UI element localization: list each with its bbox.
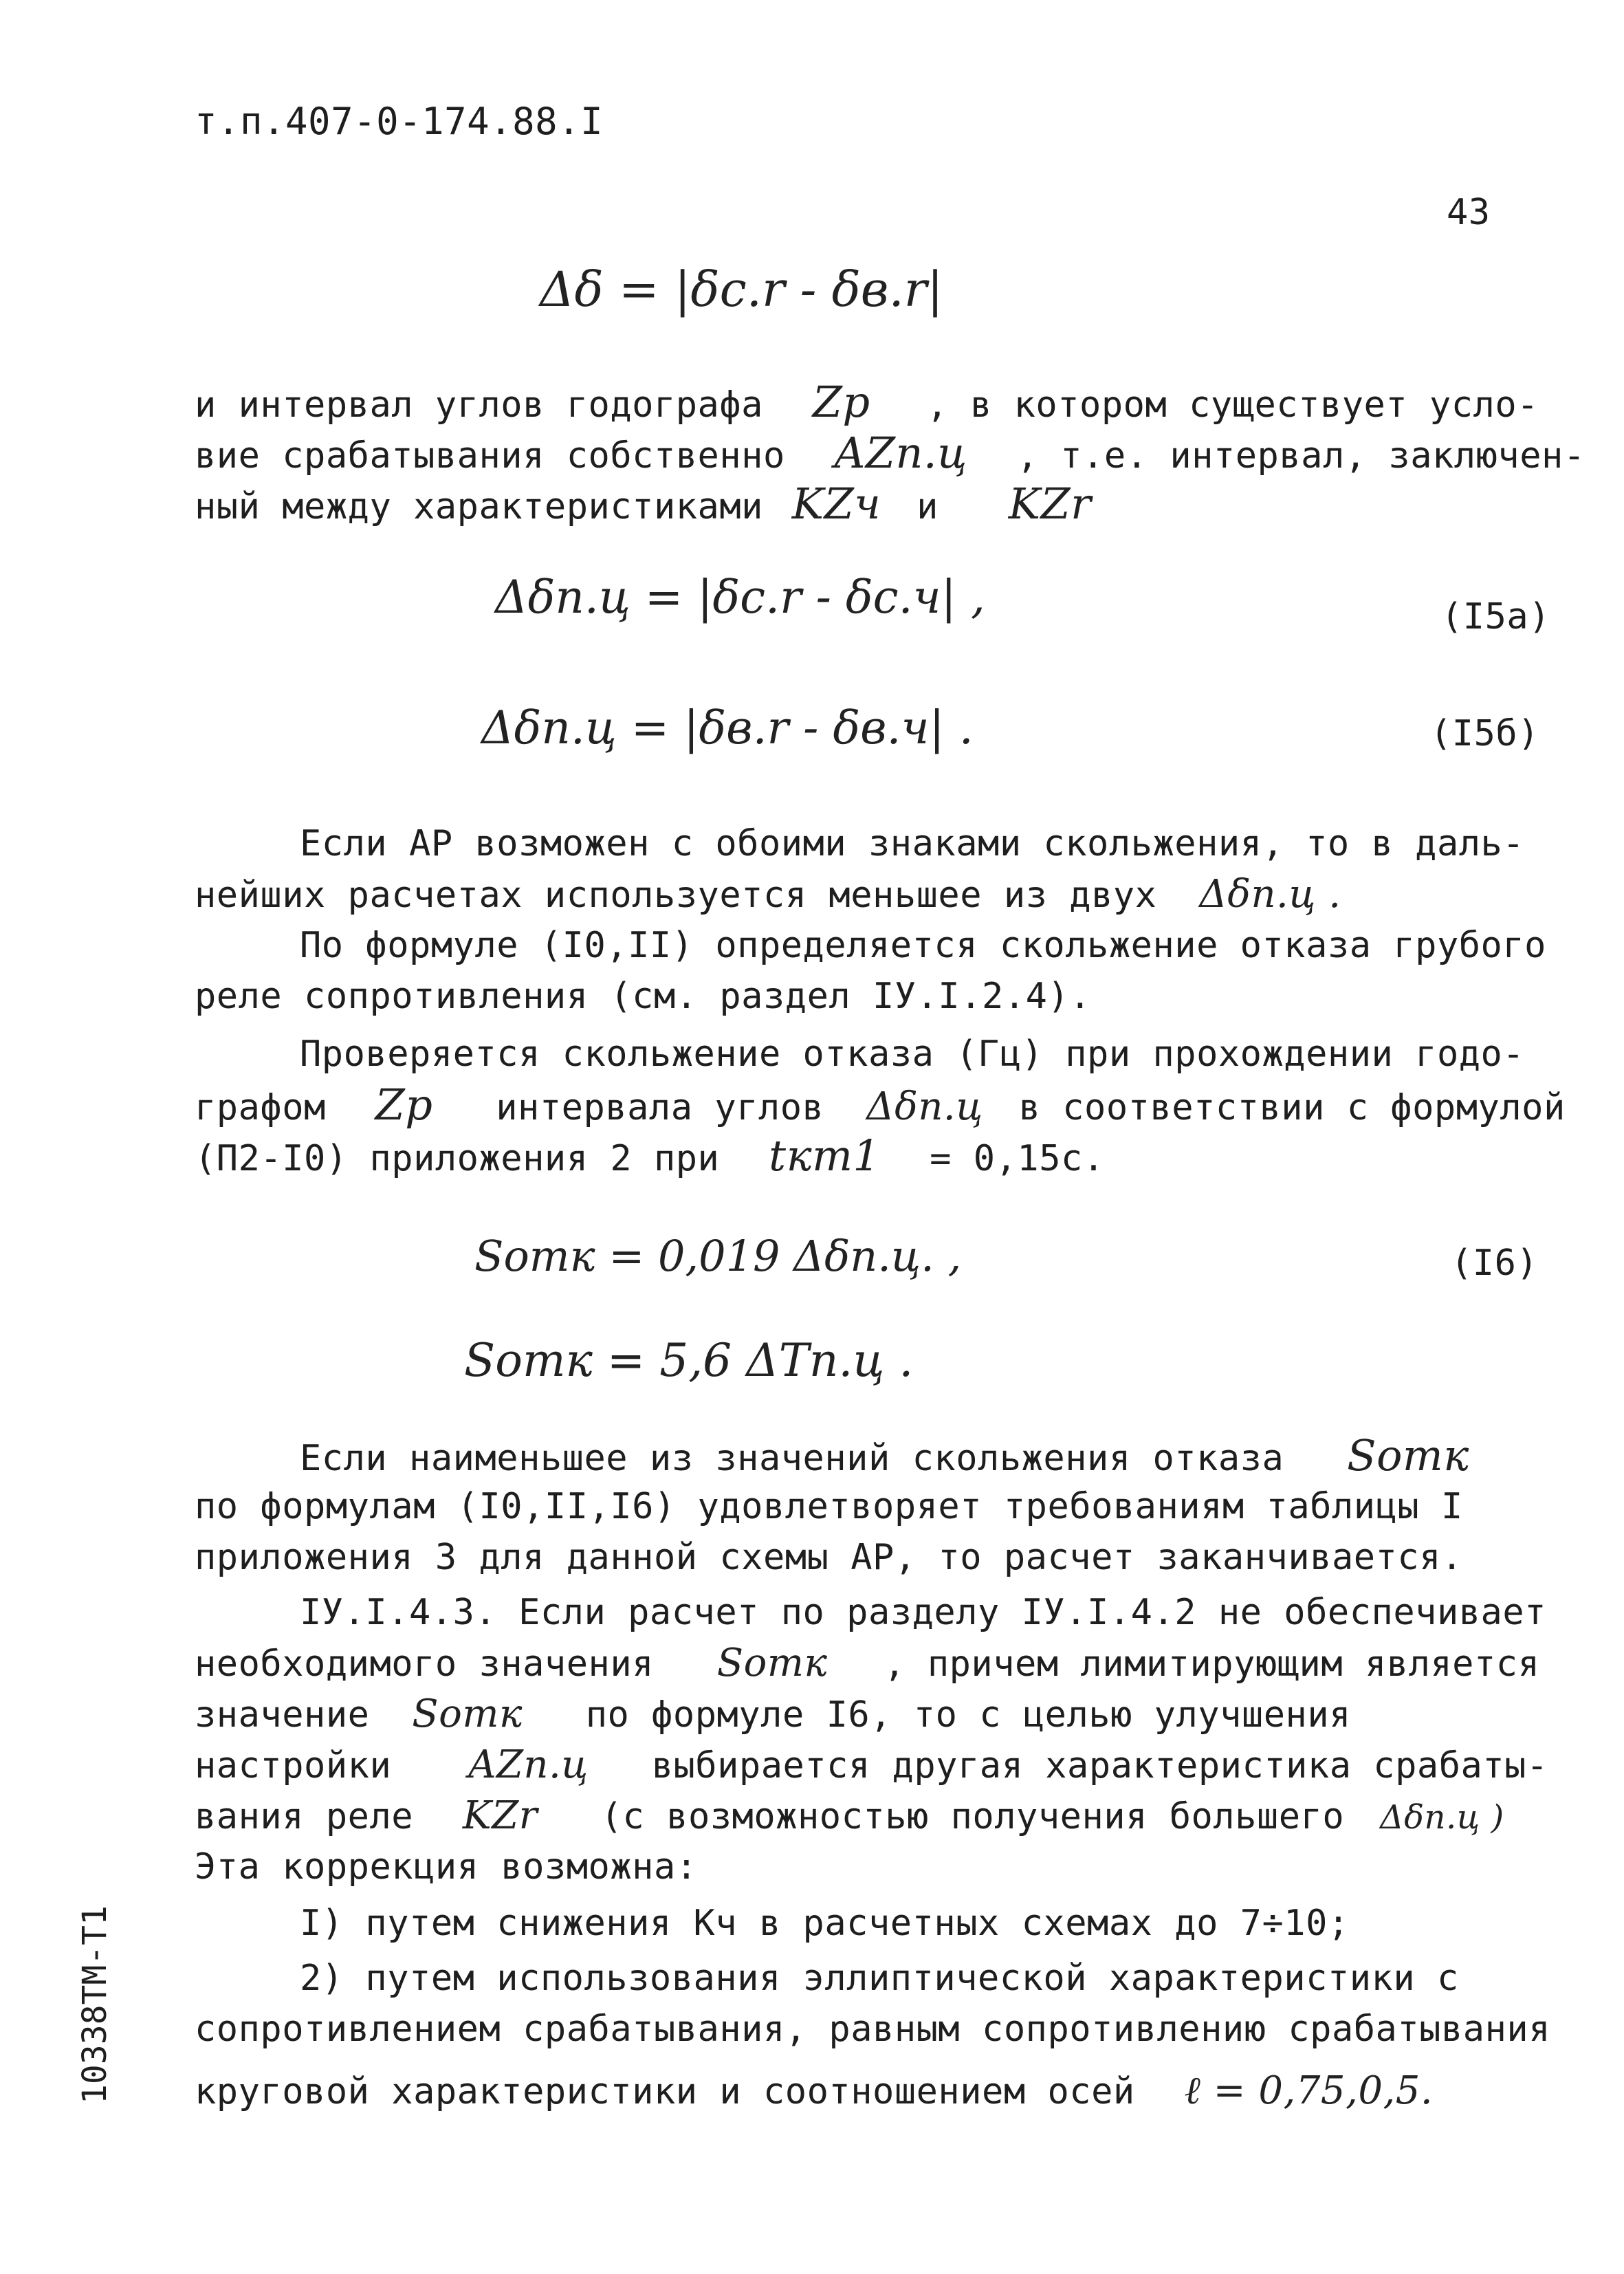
paragraph-6-line-5 [195,1791,1504,1843]
paragraph-3-line-2: реле сопротивления (см. раздел IУ.I.2.4). [195,976,1092,1017]
ratio-value: ℓ = 0,75,0,5. [1184,2068,1434,2113]
text: нейших расчетах используется меньшее из двух [195,875,1157,916]
formula-15a-label: (I5a) [1441,596,1551,637]
text: значение [195,1694,370,1736]
formula-15a: Δδп.ц = |δc.r - δc.ч| , [495,571,985,624]
symbol-kz-r: KZr [462,1793,538,1838]
text: = 0,15с. [930,1138,1105,1179]
paragraph-3-line-1: По формуле (I0,II) определяется скольжение отказа грубого [300,925,1546,966]
document-code: т.п.407-0-174.88.I [195,100,604,143]
symbol-delta-delta: Δδп.ц [866,1084,983,1129]
symbol-az: AZп.ц [834,428,967,478]
text: графом [195,1087,326,1128]
symbol-zp: Zp [812,377,870,427]
symbol-s-otk: Sотк [412,1692,523,1736]
paragraph-1-line-1 [195,377,1539,430]
text: интервала углов [496,1087,824,1128]
paragraph-2-line-1: Если АР возможен с обоими знаками скольжения, то в даль- [300,823,1525,864]
formula-delta-delta: Δδ = |δc.r - δв.r| [540,261,943,318]
list-item-2-line-3 [195,2066,1433,2117]
paragraph-1-line-3 [195,479,1091,532]
page-number: 43 [1447,192,1491,233]
text: вие срабатывания собственно [195,435,785,477]
paragraph-5-line-1 [300,1430,1469,1484]
text: необходимого значения [195,1643,654,1685]
symbol-t-kt1: tкт1 [769,1130,881,1181]
formula-16-a: Sотк = 0,019 Δδп.ц. , [474,1231,962,1281]
paragraph-4-line-2 [195,1080,1566,1133]
formula-16-b: Sотк = 5,6 ΔTп.ц . [464,1334,914,1387]
text: и интервал углов годографа [195,384,763,426]
text: настройки [195,1745,392,1786]
text: Если наименьшее из значений скольжения отказа [300,1438,1284,1479]
margin-archive-number: 10338ТМ-Т1 [76,1905,114,2104]
paragraph-4-line-3 [195,1130,1105,1184]
text: вания реле [195,1796,414,1837]
symbol-delta-delta: Δδп.ц ) [1379,1798,1504,1837]
formula-16-label: (I6) [1451,1243,1539,1284]
text: (с возможностью получения большего [600,1796,1345,1837]
paragraph-2-line-2 [195,869,1341,921]
text: ный между характеристиками [195,486,763,527]
list-item-2-line-1: 2) путем использования эллиптической характеристики с [300,1958,1459,1999]
formula-15b: Δδп.ц = |δв.r - δв.ч| . [481,701,974,754]
paragraph-5-line-2: по формулам (I0,II,I6) удовлетворяет требованиям таблицы I [195,1486,1463,1527]
text: и [917,486,939,527]
text: в соответствии с формулой [1018,1087,1566,1128]
text: , т.е. интервал, заключен- [1016,435,1585,477]
text: круговой характеристики и соотношением осей [195,2071,1135,2112]
paragraph-6-line-6: Эта коррекция возможна: [195,1846,698,1888]
text: , в котором существует усло- [926,384,1539,426]
text: по формуле I6, то с целью улучшения [585,1694,1351,1736]
paragraph-6-line-1: IУ.I.4.3. Если расчет по разделу IУ.I.4.2 не обеспечивает [300,1592,1546,1633]
list-item-1: I) путем снижения Кч в расчетных схемах до 7÷10; [300,1903,1350,1944]
symbol-az: AZп.ц [468,1742,589,1787]
paragraph-6-line-2 [195,1638,1539,1690]
symbol-delta-delta: Δδп.ц . [1199,872,1341,917]
formula-15b-label: (I5б) [1430,713,1540,754]
paragraph-5-line-3: приложения 3 для данной схемы АР, то расчет заканчивается. [195,1537,1463,1578]
list-item-2-line-2: сопротивлением срабатывания, равным сопротивлению срабатывания [195,2009,1551,2050]
symbol-kz-r: KZr [1008,479,1092,529]
paragraph-1-line-2 [195,428,1585,481]
paragraph-4-line-1: Проверяется скольжение отказа (Гц) при прохождении годо- [300,1034,1525,1075]
text: , причем лимитирующим является [884,1643,1540,1685]
symbol-s-otk: Sотк [716,1641,828,1685]
symbol-kz-ch: KZч [791,479,881,529]
text: выбирается другая характеристика срабаты- [651,1745,1548,1786]
symbol-s-otk: Sотк [1347,1430,1469,1480]
symbol-zp: Zp [375,1080,433,1130]
paragraph-6-line-3 [195,1689,1351,1740]
text: (П2-I0) приложения 2 при [195,1138,720,1179]
paragraph-6-line-4 [195,1740,1548,1791]
